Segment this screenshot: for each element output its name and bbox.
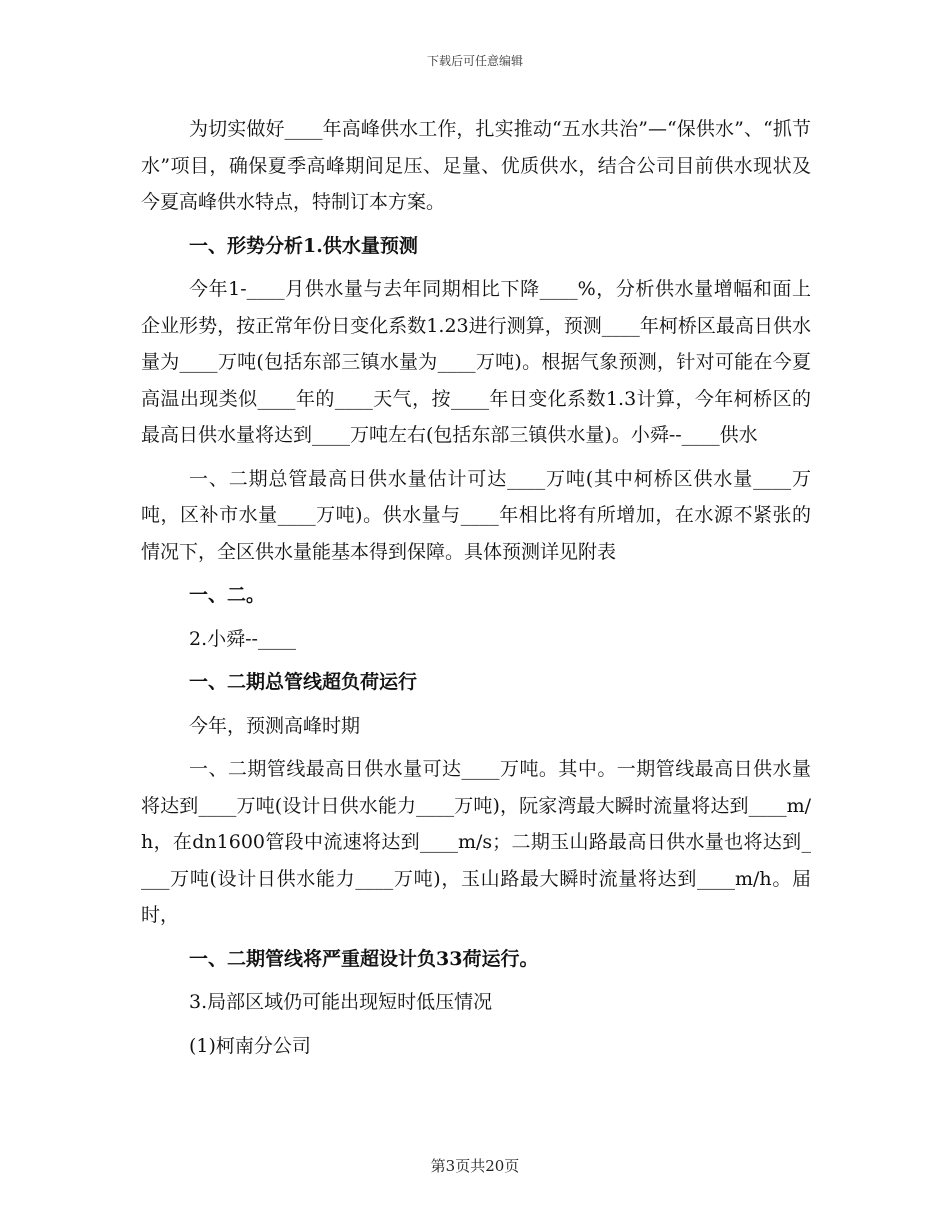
pipeline-capacity-paragraph: 一、二期总管最高日供水量估计可达____万吨(其中柯桥区供水量____万吨，区补市水量____万吨)。供水量与____年相比将有所增加，在水源不紧张的情况下，全区供水量能基本得到保障。具体预测详见附表 [141, 467, 811, 563]
subitem-kenan-branch: (1)柯南分公司 [189, 1034, 311, 1057]
item-one-two: 一、二。 [189, 584, 266, 606]
document-body [141, 111, 811, 1071]
forecast-paragraph: 今年1-____月供水量与去年同期相比下降____%，分析供水量增幅和面上企业形势，按正常年份日变化系数1.23进行测算，预测____年柯桥区最高日供水量为____万吨(包括东部三镇水量为____万吨)。根据气象预测，针对可能在今夏高温出现类似____年的____天气，按____年日变化系数1.3计算，今年柯桥区的最高日供水量将达到____万吨左右(包括东部三镇供水量)。小舜--____供水 [141, 278, 811, 446]
overload-statement: 一、二期管线将严重超设计负33荷运行。 [189, 947, 539, 970]
overload-heading: 一、二期总管线超负荷运行 [189, 671, 418, 693]
pipeline-detail-paragraph: 一、二期管线最高日供水量可达____万吨。其中。一期管线最高日供水量将达到____万吨(设计日供水能力____万吨)，阮家湾最大瞬时流量将达到____m/h，在dn1600管段中流速将达到____m/s；二期玉山路最高日供水量也将达到____万吨(设计日供水能力____万吨)，玉山路最大瞬时流量将达到____m/h。届时， [141, 758, 811, 926]
intro-paragraph: 为切实做好____年高峰供水工作，扎实推动“五水共治”—“保供水”、“抓节水”项目，确保夏季高峰期间足压、足量、优质供水，结合公司目前供水现状及今夏高峰供水特点，特制订本方案。 [141, 118, 811, 213]
section-heading-situation: 一、形势分析1.供水量预测 [189, 234, 418, 257]
item-two-heading: 2.小舜--____ [189, 627, 296, 650]
page-footer: 第3页共20页 [430, 1157, 520, 1175]
item-three-heading: 3.局部区域仍可能出现短时低压情况 [189, 991, 493, 1013]
page-header: 下载后可任意编辑 [426, 54, 523, 68]
peak-forecast-line: 今年，预测高峰时期 [189, 714, 361, 737]
